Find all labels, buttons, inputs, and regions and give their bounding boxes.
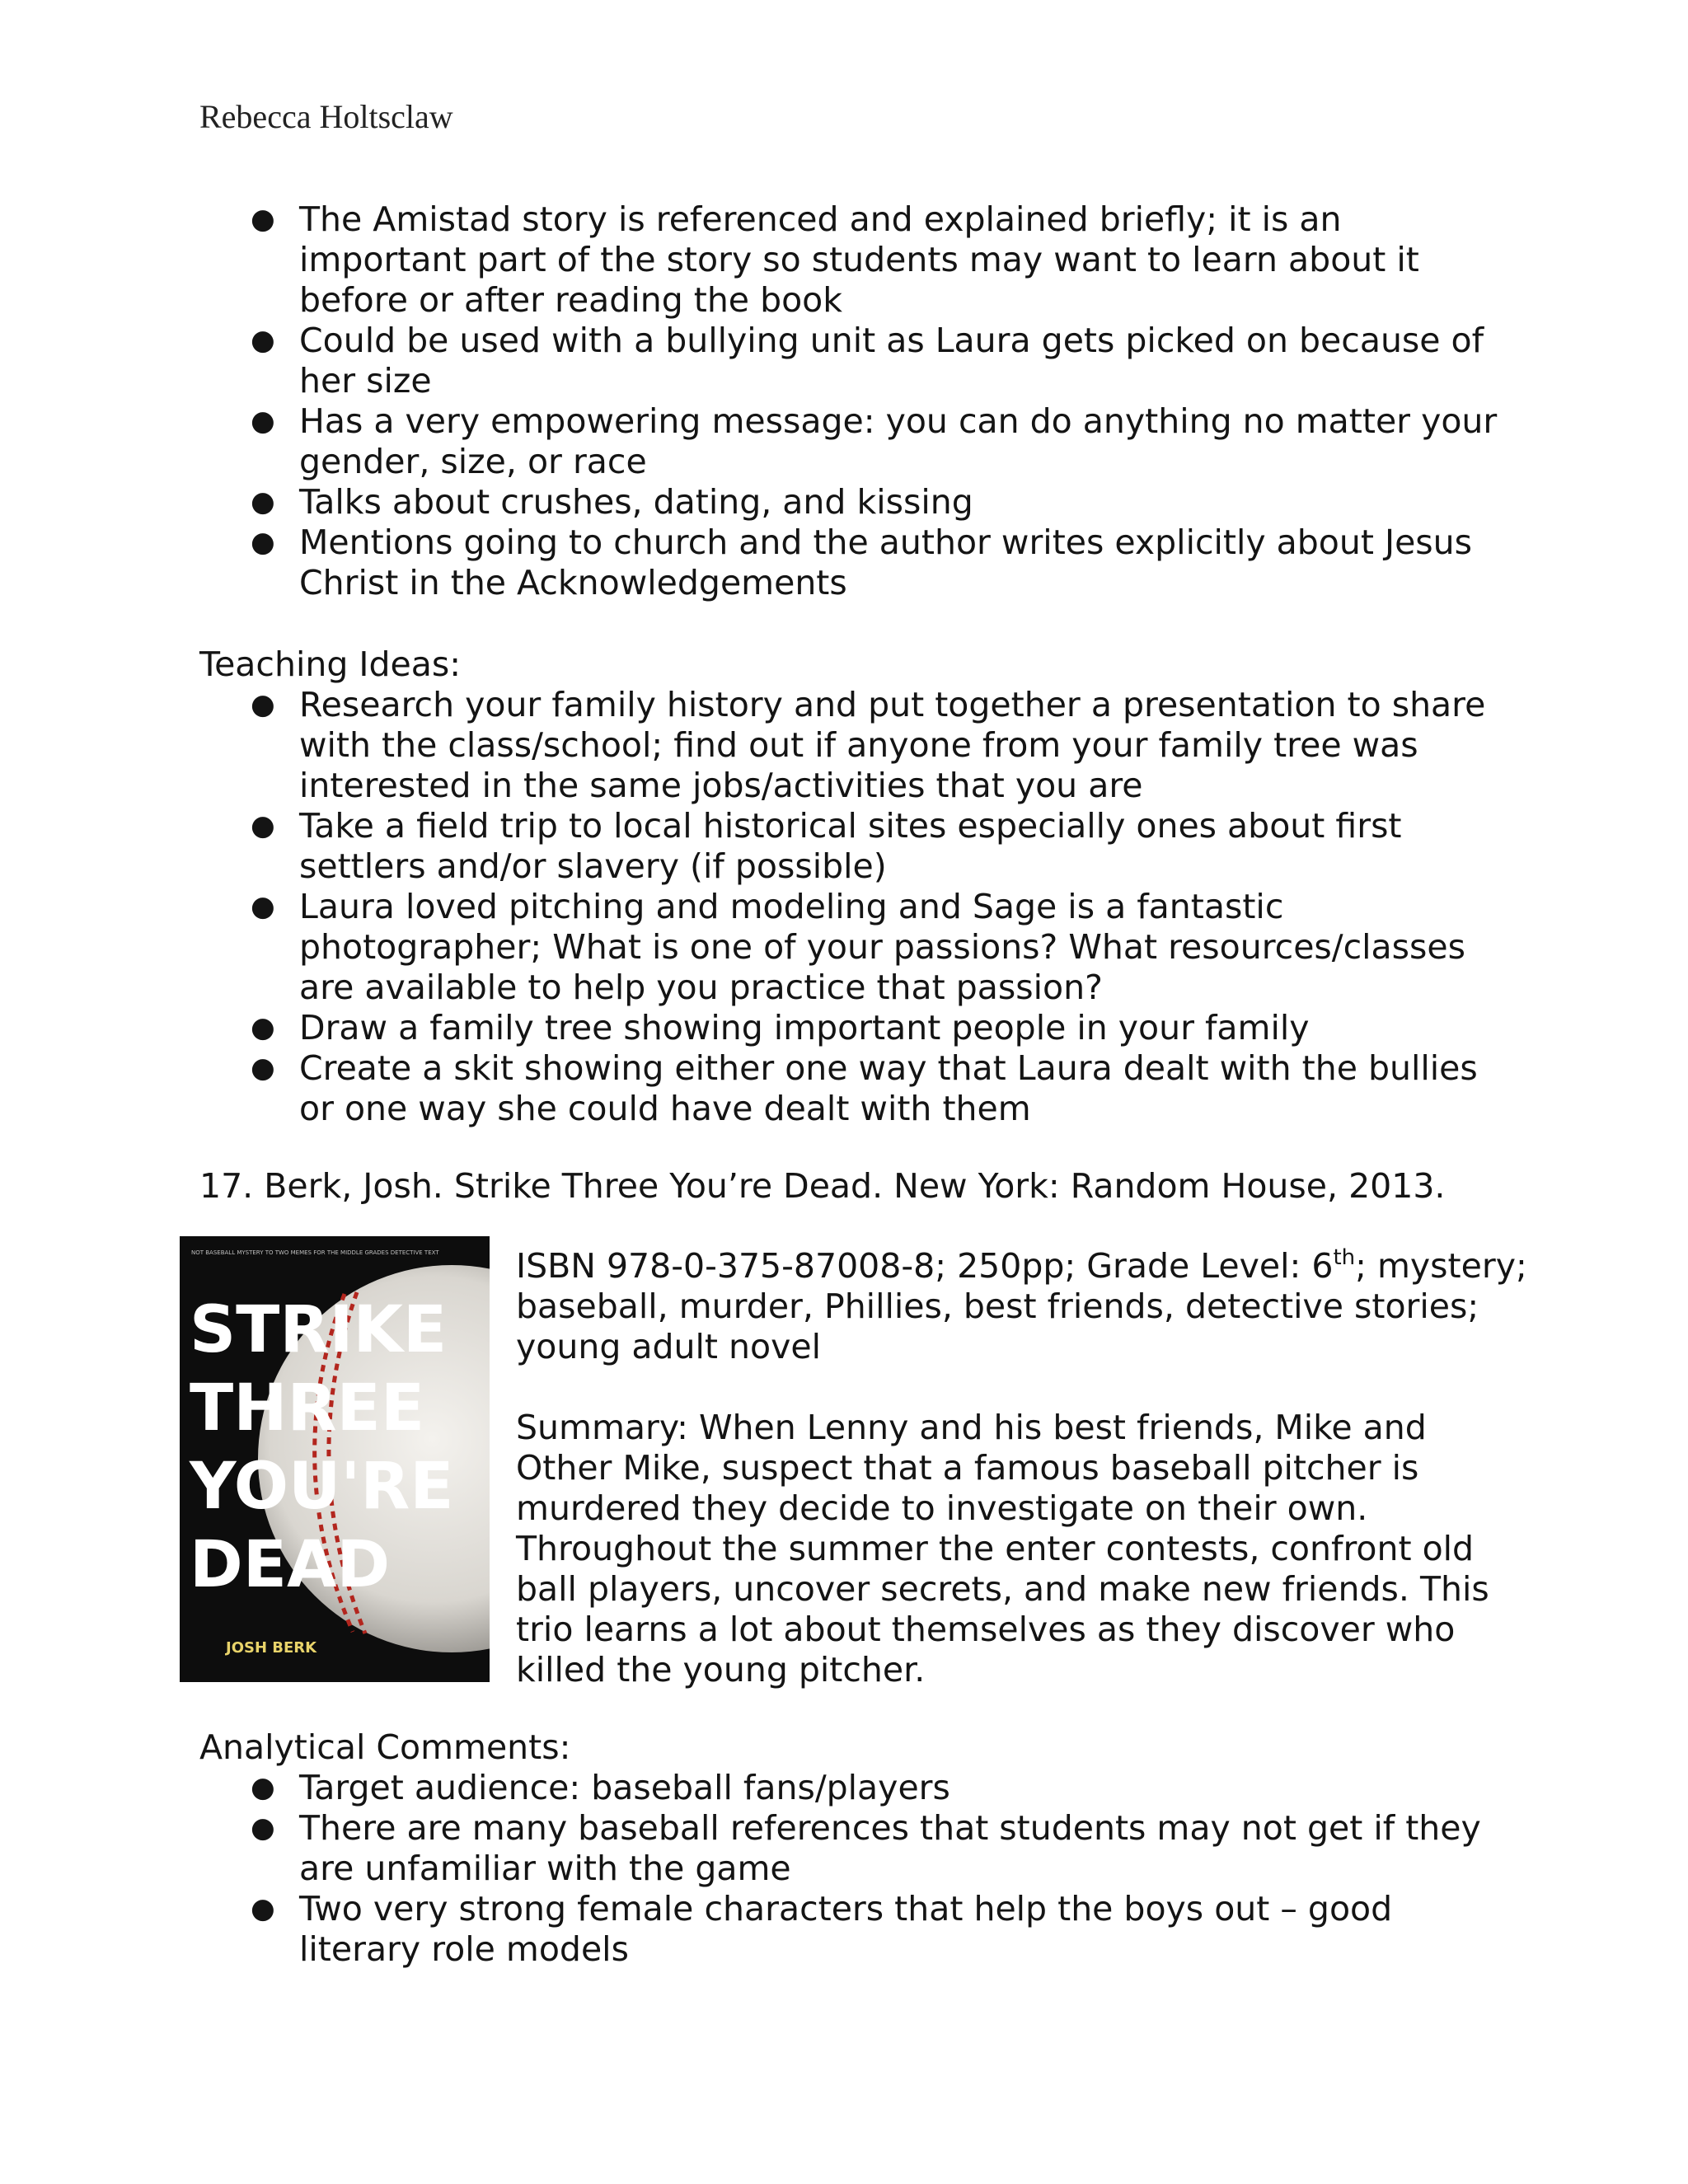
list-item: ● Research your family history and put together a presentation to share with the class/school; find out if anyone from your family tree was interested in the same jobs/activities that you are (251, 685, 1486, 805)
list-item: ● There are many baseball references that students may not get if they are unfamiliar with the game (251, 1808, 1481, 1888)
cover-tagline: NOT BASEBALL MYSTERY TO TWO MEMES FOR THE MIDDLE GRADES DETECTIVE TEXT (191, 1249, 439, 1256)
bullet-dot-icon: ● (251, 203, 275, 236)
list-item: ● Draw a family tree showing important people in your family (251, 1008, 1310, 1047)
list-item: ● Target audience: baseball fans/players (251, 1768, 950, 1807)
header-author: Rebecca Holtsclaw (199, 98, 453, 135)
bullet-dot-icon: ● (251, 1771, 275, 1804)
book-citation (199, 1166, 1502, 1207)
list-item: ● Talks about crushes, dating, and kissing (251, 482, 973, 522)
bullet-dot-icon: ● (251, 1811, 275, 1844)
cover-author: JOSH BERK (226, 1639, 317, 1657)
cover-title-line: STRIKE (190, 1293, 448, 1367)
citation-text: Berk, Josh. Strike Three You’re Dead. New York: Random House, 2013. (264, 1166, 1446, 1206)
bullet-dot-icon: ● (251, 1892, 275, 1925)
list-item: ● Mentions going to church and the author writes explicitly about Jesus Christ in the Acknowledgements (251, 523, 1473, 602)
list-item: ● Take a field trip to local historical sites especially ones about first settlers and/or slavery (if possible) (251, 806, 1402, 886)
list-item: ● Could be used with a bullying unit as Laura gets picked on because of her size (251, 321, 1484, 401)
list-item: ● Create a skit showing either one way that Laura dealt with the bullies or one way she could have dealt with them (251, 1048, 1478, 1128)
list-item: ● Laura loved pitching and modeling and Sage is a fantastic photographer; What is one of your passions? What resources/classes are available to help you practice that passion? (251, 887, 1465, 1007)
bullet-dot-icon: ● (251, 890, 275, 923)
book-cover-image (180, 1236, 490, 1682)
analytical-comments-section (199, 1727, 1502, 1970)
cover-title-line: THREE (190, 1371, 425, 1446)
bullet-dot-icon: ● (251, 324, 275, 357)
bullet-dot-icon: ● (251, 1011, 275, 1044)
analytical-comments-heading: Analytical Comments: (199, 1727, 571, 1767)
list-item: ● Has a very empowering message: you can do anything no matter your gender, size, or race (251, 401, 1498, 481)
bullet-dot-icon: ● (251, 1052, 275, 1085)
list-item: ● The Amistad story is referenced and explained briefly; it is an important part of the story so students may want to learn about it before or after reading the book (251, 199, 1419, 320)
teaching-ideas-section (199, 644, 1502, 1129)
cover-title-line: DEAD (190, 1528, 391, 1602)
cover-title-line: YOU'RE (190, 1450, 454, 1524)
bullet-dot-icon: ● (251, 405, 275, 438)
bullet-dot-icon: ● (251, 526, 275, 559)
entry-number: 17. (199, 1166, 254, 1206)
book-info (516, 1246, 1530, 1690)
teaching-ideas-heading: Teaching Ideas: (199, 644, 462, 684)
bullet-dot-icon: ● (251, 809, 275, 842)
book-details: ISBN 978-0-375-87008-8; 250pp; Grade Level: 6th; mystery; baseball, murder, Phillies, best friends, detective stories; young adult novel (516, 1245, 1527, 1366)
intro-bullet-list (199, 199, 1502, 603)
list-item: ● Two very strong female characters that help the boys out – good literary role models (251, 1889, 1393, 1969)
book-summary: Summary: When Lenny and his best friends, Mike and Other Mike, suspect that a famous baseball pitcher is murdered they decide to investigate on their own. Throughout the summer the enter contests, confront old ball players, uncover secrets, and make new friends. This trio learns a lot about themselves as they discover who killed the young pitcher. (516, 1408, 1489, 1690)
bullet-dot-icon: ● (251, 485, 275, 518)
bullet-dot-icon: ● (251, 688, 275, 721)
